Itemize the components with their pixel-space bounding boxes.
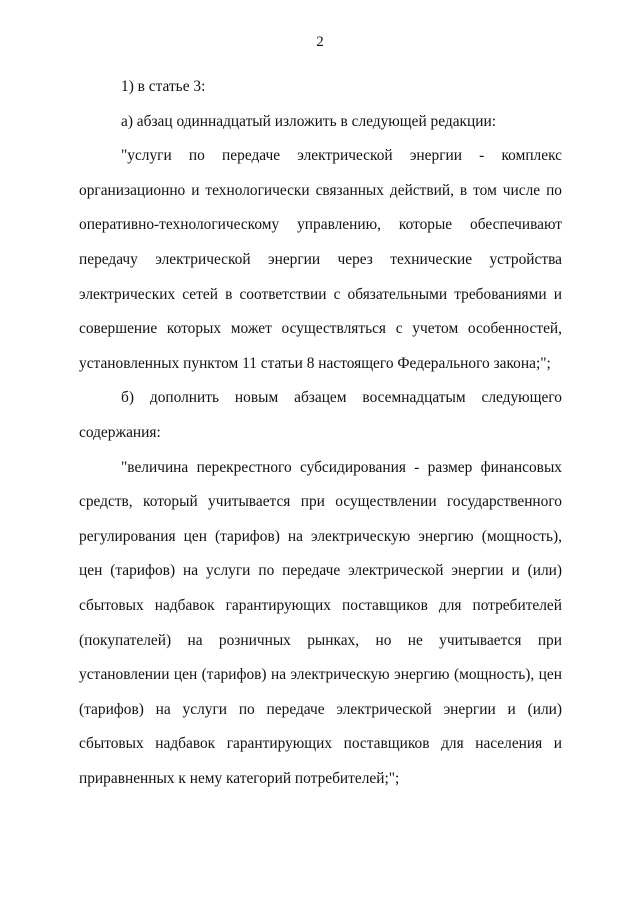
- page-number: 2: [316, 34, 324, 50]
- paragraph-item-b: б) дополнить новым абзацем восемнадцатым следующего содержания:: [79, 389, 562, 441]
- paragraph-item-a: а) абзац одиннадцатый изложить в следующей редакции:: [121, 112, 496, 130]
- paragraph-article-3: 1) в статье 3:: [121, 78, 206, 95]
- document-body: [79, 70, 562, 796]
- paragraph-definition-services: "услуги по передаче электрической энергии - комплекс организационно и технологически связанных действий, в том числе по оперативно-технологическому управлению, которые обеспечивают передачу электрической энергии через технические устройства электрических сетей в соответствии с обязательными требованиями и совершение которых может осуществляться с учетом особенностей, установленных пунктом 11 статьи 8 настоящего Федерального закона;";: [79, 147, 562, 372]
- paragraph-definition-cross-subsidy: "величина перекрестного субсидирования - размер финансовых средств, который учитывается при осуществлении государственного регулирования цен (тарифов) на электрическую энергию (мощность), цен (тарифов) на услуги по передаче электрической энергии и (или) сбытовых надбавок гарантирующих поставщиков для потребителей (покупателей) на розничных рынках, но не учитывается при установлении цен (тарифов) на электрическую энергию (мощность), цен (тарифов) на услуги по передаче электрической энергии и (или) сбытовых надбавок гарантирующих поставщиков для населения и приравненных к нему категорий потребителей;";: [79, 458, 562, 787]
